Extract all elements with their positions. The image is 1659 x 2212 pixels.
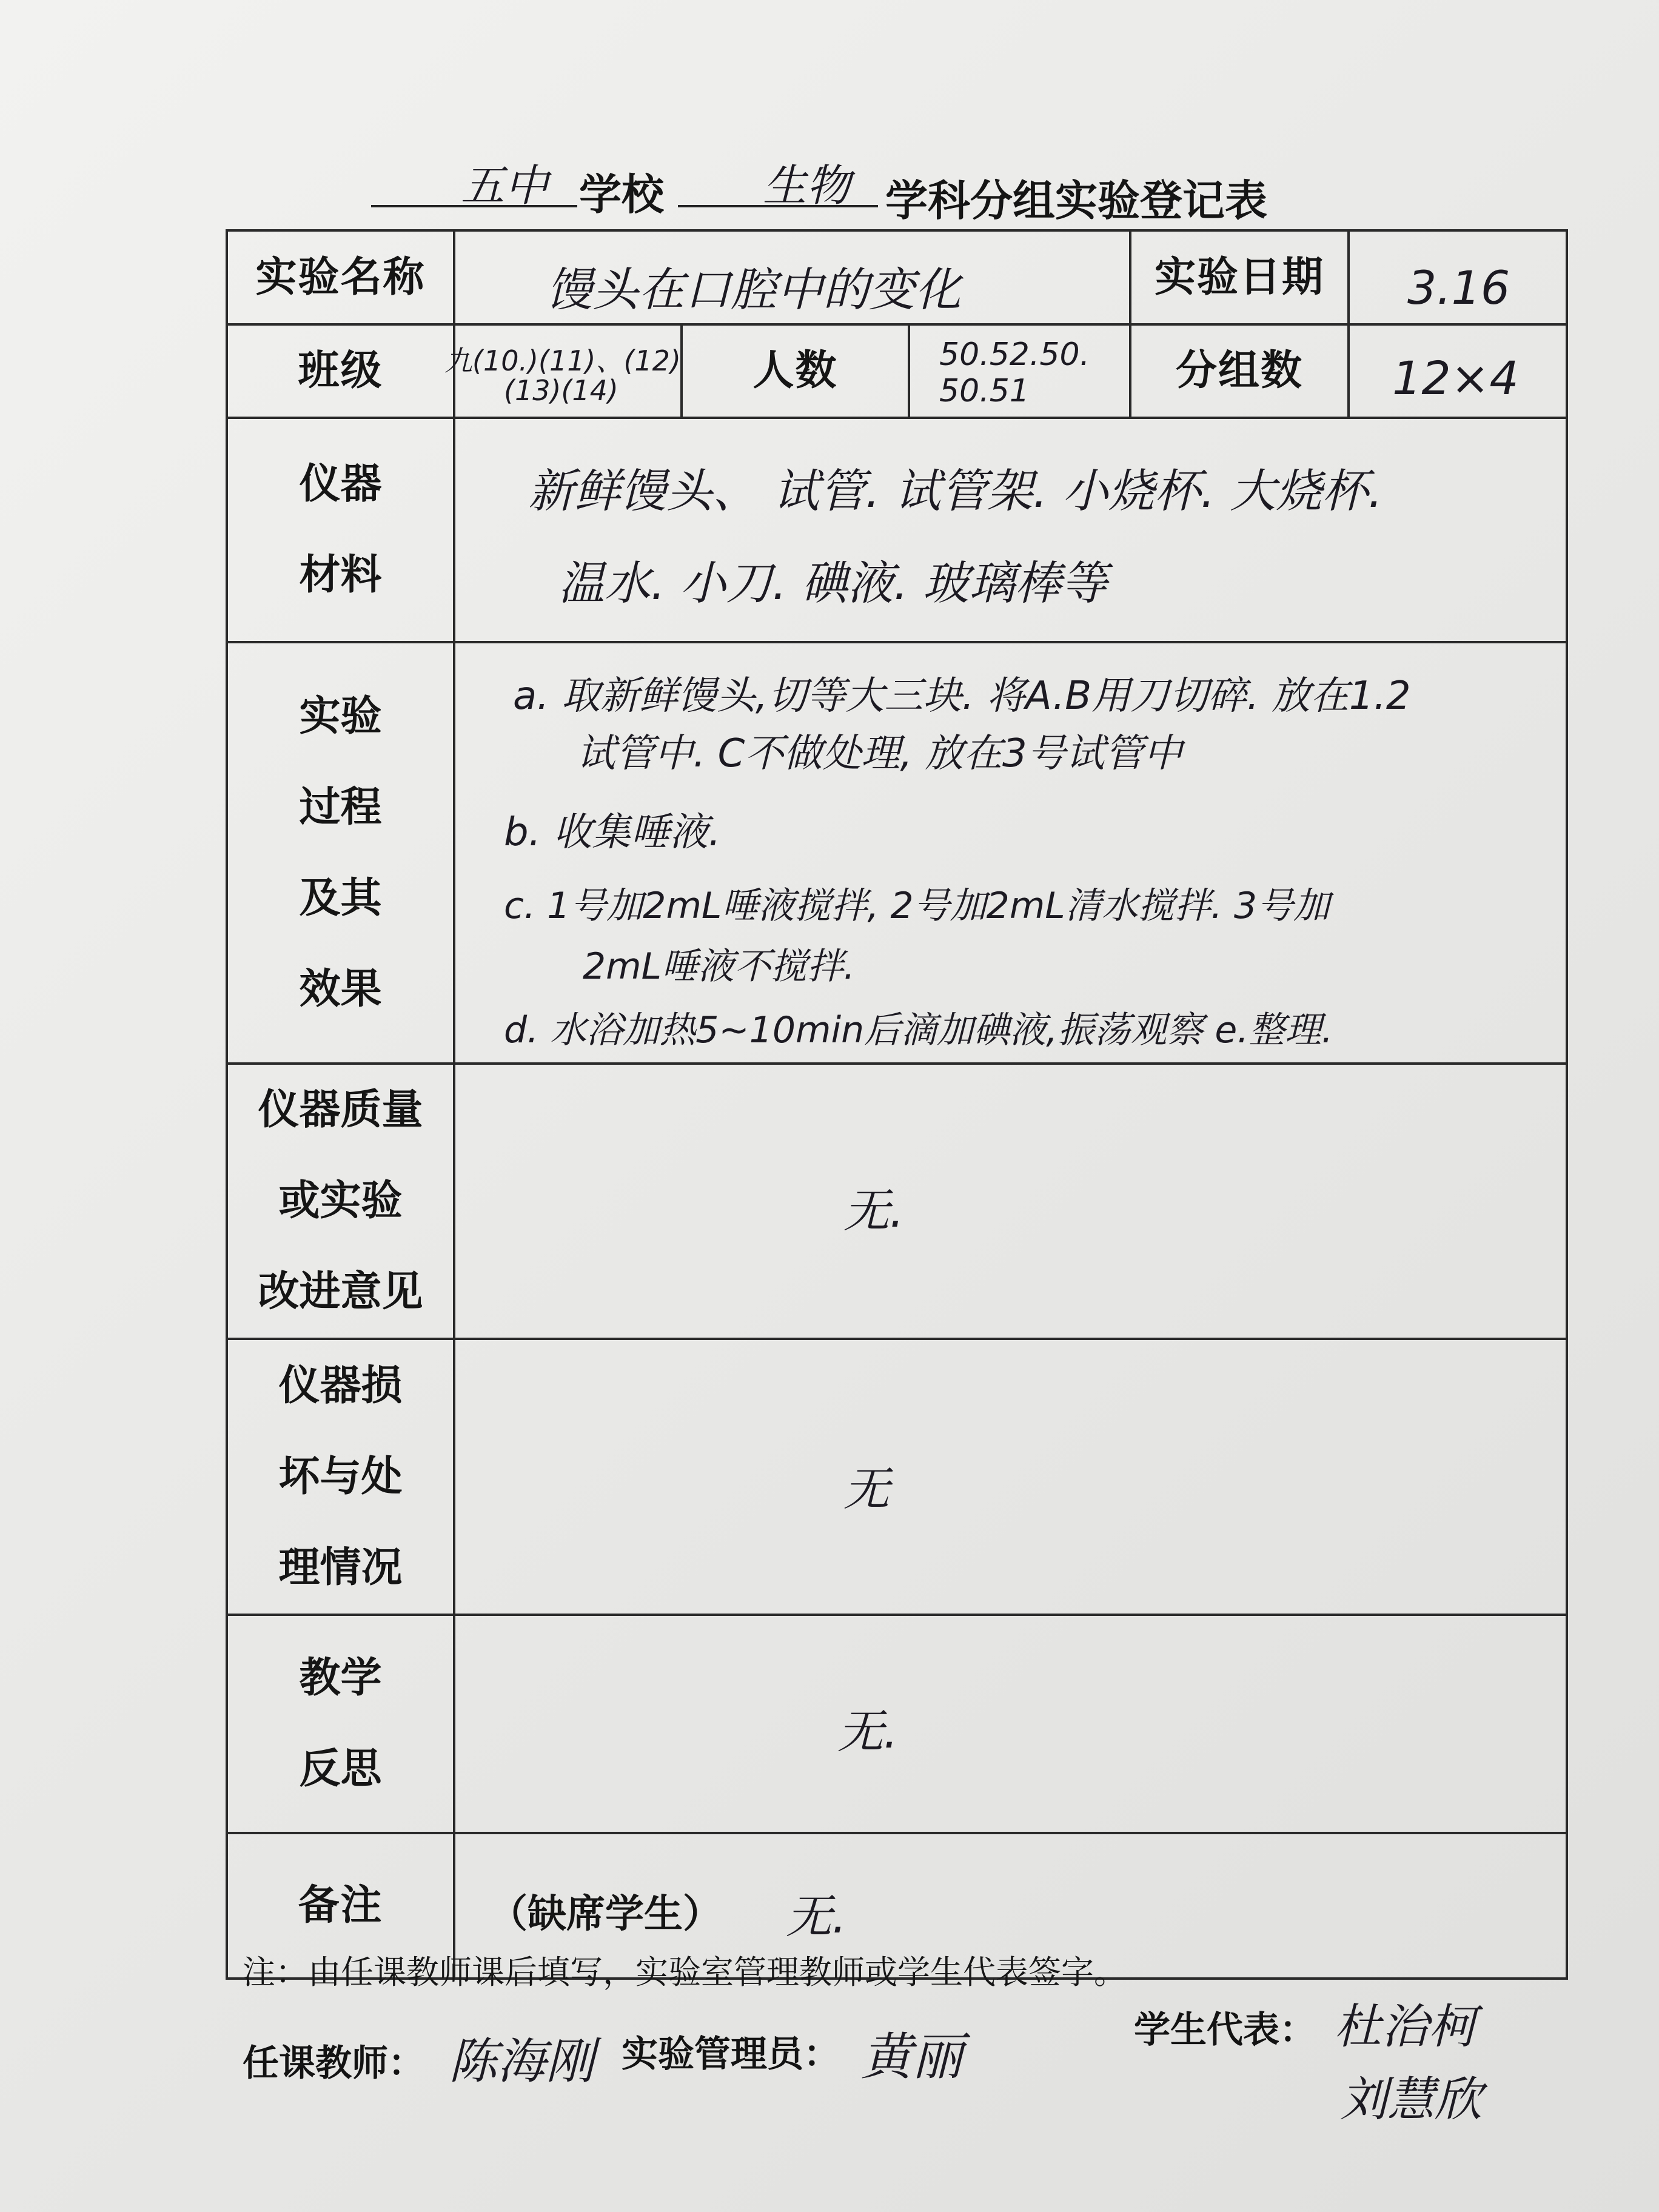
reflection-handwritten: 无. (837, 1704, 899, 1758)
lab-admin-signature: 黄丽 (861, 2027, 964, 2086)
remarks-label: 备注 (298, 1882, 383, 1929)
materials-cell (454, 418, 1567, 642)
process-step-d-e: d. 水浴加热5~10min后滴加碘液,振荡观察 e.整理. (504, 1009, 1333, 1051)
quality-label (228, 1065, 453, 1338)
class-handwritten-line-1: 九(10.)(11)、(12) (444, 344, 681, 377)
damage-handwritten: 无 (843, 1462, 890, 1516)
count-cell (909, 324, 1130, 418)
process-step-a-line-2: 试管中. C不做处理, 放在3号试管中 (577, 731, 1182, 776)
count-handwritten-line-1: 50.52.50. (939, 337, 1090, 373)
count-label-cell (682, 324, 909, 418)
experiment-date-label-cell (1130, 230, 1349, 324)
materials-handwritten-line-1: 新鲜馒头、 试管. 试管架. 小烧杯. 大烧杯. (528, 464, 1383, 518)
quality-label-line-1: 仪器质量 (258, 1086, 423, 1134)
process-label-line-4: 效果 (299, 965, 382, 1013)
process-step-c-line-2: 2mL唾液不搅拌. (583, 945, 856, 988)
process-label-cell (227, 642, 454, 1064)
damage-label-line-3: 理情况 (278, 1543, 403, 1592)
process-label (228, 671, 453, 1035)
materials-label-line-1: 仪器 (299, 460, 382, 508)
quality-handwritten: 无. (843, 1184, 905, 1238)
experiment-name-label: 实验名称 (255, 253, 426, 301)
experiment-date-cell (1349, 230, 1567, 324)
count-label: 人数 (752, 347, 838, 395)
groups-label: 分组数 (1176, 347, 1304, 395)
process-label-line-1: 实验 (299, 692, 382, 740)
process-step-b: b. 收集唾液. (504, 810, 721, 855)
class-handwritten-line-2: (13)(14) (504, 374, 618, 407)
materials-label (228, 439, 453, 621)
footnote: 注：由任课教师课后填写，实验室管理教师或学生代表签字。 (243, 1953, 1127, 1991)
reflection-label (228, 1633, 453, 1815)
student-rep-signature-2: 刘慧欣 (1340, 2073, 1483, 2127)
class-label: 班级 (298, 347, 383, 395)
class-cell (444, 324, 682, 418)
damage-label (228, 1341, 453, 1614)
remarks-handwritten: 无. (786, 1889, 847, 1943)
quality-label-cell (227, 1064, 454, 1339)
materials-label-line-2: 材料 (299, 551, 382, 599)
class-label-cell (227, 324, 454, 418)
reflection-label-cell (227, 1615, 454, 1833)
groups-label-cell (1130, 324, 1349, 418)
remarks-absent-students: （缺席学生） (489, 1892, 722, 1937)
quality-cell (454, 1064, 1567, 1339)
process-label-line-2: 过程 (299, 783, 382, 831)
school-name-handwritten: 五中 (461, 160, 549, 211)
experiment-date-label: 实验日期 (1155, 253, 1325, 301)
process-label-line-3: 及其 (299, 874, 382, 922)
process-step-a-line-1: a. 取新鲜馒头,切等大三块. 将A.B用刀切碎. 放在1.2 (513, 674, 1411, 719)
experiment-name-cell (454, 230, 1130, 324)
damage-label-line-2: 坏与处 (278, 1452, 403, 1501)
experiment-name-handwritten: 馒头在口腔中的变化 (546, 263, 961, 317)
quality-label-line-3: 改进意见 (258, 1268, 423, 1316)
subject-handwritten: 生物 (763, 160, 851, 211)
process-cell (454, 642, 1567, 1064)
materials-label-cell (227, 418, 454, 642)
process-step-c-line-1: c. 1号加2mL唾液搅拌, 2号加2mL清水搅拌. 3号加 (504, 885, 1330, 927)
reflection-cell (454, 1615, 1567, 1833)
damage-cell (454, 1339, 1567, 1615)
student-rep-signature-1: 杜治柯 (1334, 2000, 1476, 2054)
school-label: 学校 (579, 170, 664, 220)
teacher-signature: 陈海刚 (449, 2033, 594, 2090)
groups-handwritten: 12×4 (1392, 351, 1519, 405)
registration-table (226, 229, 1568, 1980)
experiment-date-handwritten: 3.16 (1407, 261, 1510, 315)
lab-admin-label: 实验管理员： (622, 2033, 840, 2076)
form-title: 学科分组实验登记表 (885, 176, 1267, 226)
materials-handwritten-line-2: 温水. 小刀. 碘液. 玻璃棒等 (558, 556, 1107, 610)
reflection-label-line-2: 反思 (299, 1745, 382, 1793)
experiment-name-label-cell (227, 230, 454, 324)
groups-cell (1349, 324, 1567, 418)
quality-label-line-2: 或实验 (278, 1177, 403, 1225)
damage-label-line-1: 仪器损 (278, 1361, 403, 1410)
reflection-label-line-1: 教学 (299, 1654, 382, 1702)
teacher-label: 任课教师： (243, 2042, 424, 2085)
student-rep-label: 学生代表： (1134, 2009, 1316, 2051)
count-handwritten-line-2: 50.51 (939, 373, 1030, 409)
damage-label-cell (227, 1339, 454, 1615)
